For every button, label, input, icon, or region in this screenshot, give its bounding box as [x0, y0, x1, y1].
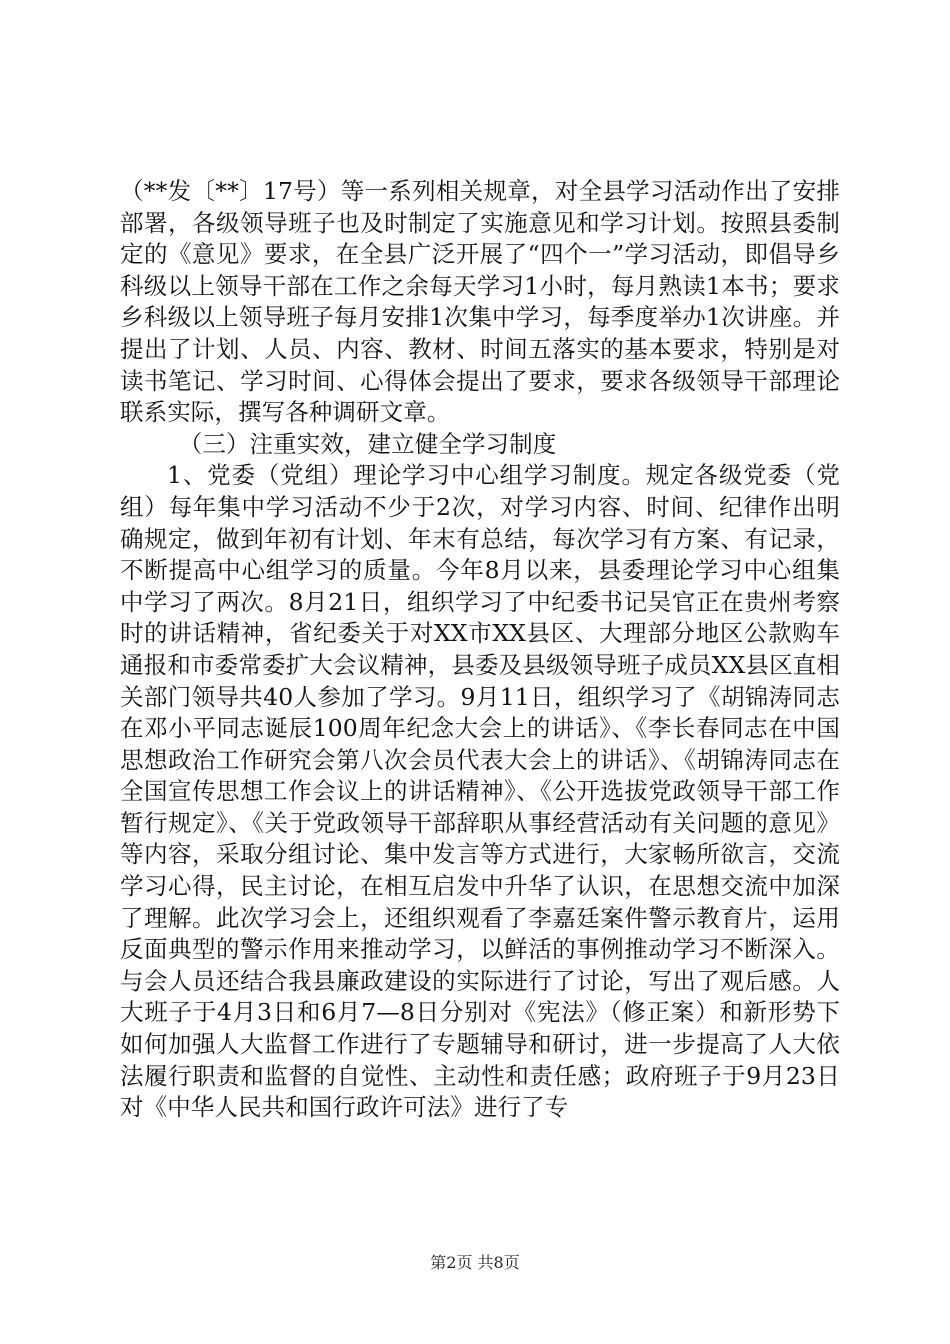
- document-body: [120, 176, 840, 1124]
- paragraph-study-system: 1、党委（党组）理论学习中心组学习制度。规定各级党委（党组）每年集中学习活动不少于2次，对学习内容、时间、纪律作出明确规定，做到年初有计划、年末有总结，每次学习有方案、有记录，不断提高中心组学习的质量。今年8月以来，县委理论学习中心组集中学习了两次。8月21日，组织学习了中纪委书记吴官正在贵州考察时的讲话精神，省纪委关于对XX市XX县区、大理部分地区公款购车通报和市委常委扩大会议精神，县委及县级领导班子成员XX县区直相关部门领导共40人参加了学习。9月11日，组织学习了《胡锦涛同志在邓小平同志诞辰100周年纪念大会上的讲话》、《李长春同志在中国思想政治工作研究会第八次会员代表大会上的讲话》、《胡锦涛同志在全国宣传思想工作会议上的讲话精神》、《公开选拔党政领导干部工作暂行规定》、《关于党政领导干部辞职从事经营活动有关问题的意见》等内容，采取分组讨论、集中发言等方式进行，大家畅所欲言，交流学习心得，民主讨论，在相互启发中升华了认识，在思想交流中加深了理解。此次学习会上，还组织观看了李嘉廷案件警示教育片，运用反面典型的警示作用来推动学习，以鲜活的事例推动学习不断深入。与会人员还结合我县廉政建设的实际进行了讨论，写出了观后感。人大班子于4月3日和6月7—8日分别对《宪法》（修正案）和新形势下如何加强人大监督工作进行了专题辅导和研讨，进一步提高了人大依法履行职责和监督的自觉性、主动性和责任感；政府班子于9月23日对《中华人民共和国行政许可法》进行了专: [120, 461, 840, 1122]
- section-heading: （三）注重实效，建立健全学习制度: [178, 429, 557, 458]
- paragraph-continuation: （**发〔**〕17号）等一系列相关规章，对全县学习活动作出了安排部署，各级领导班子也及时制定了实施意见和学习计划。按照县委制定的《意见》要求，在全县广泛开展了“四个一”学习活动，即倡导乡科级以上领导干部在工作之余每天学习1小时，每月熟读1本书；要求乡科级以上领导班子每月安排1次集中学习，每季度举办1次讲座。并提出了计划、人员、内容、教材、时间五落实的基本要求，特别是对读书笔记、学习时间、心得体会提出了要求，要求各级领导干部理论联系实际，撰写各种调研文章。: [120, 177, 840, 427]
- page-footer: 第2页 共8页: [430, 1253, 520, 1272]
